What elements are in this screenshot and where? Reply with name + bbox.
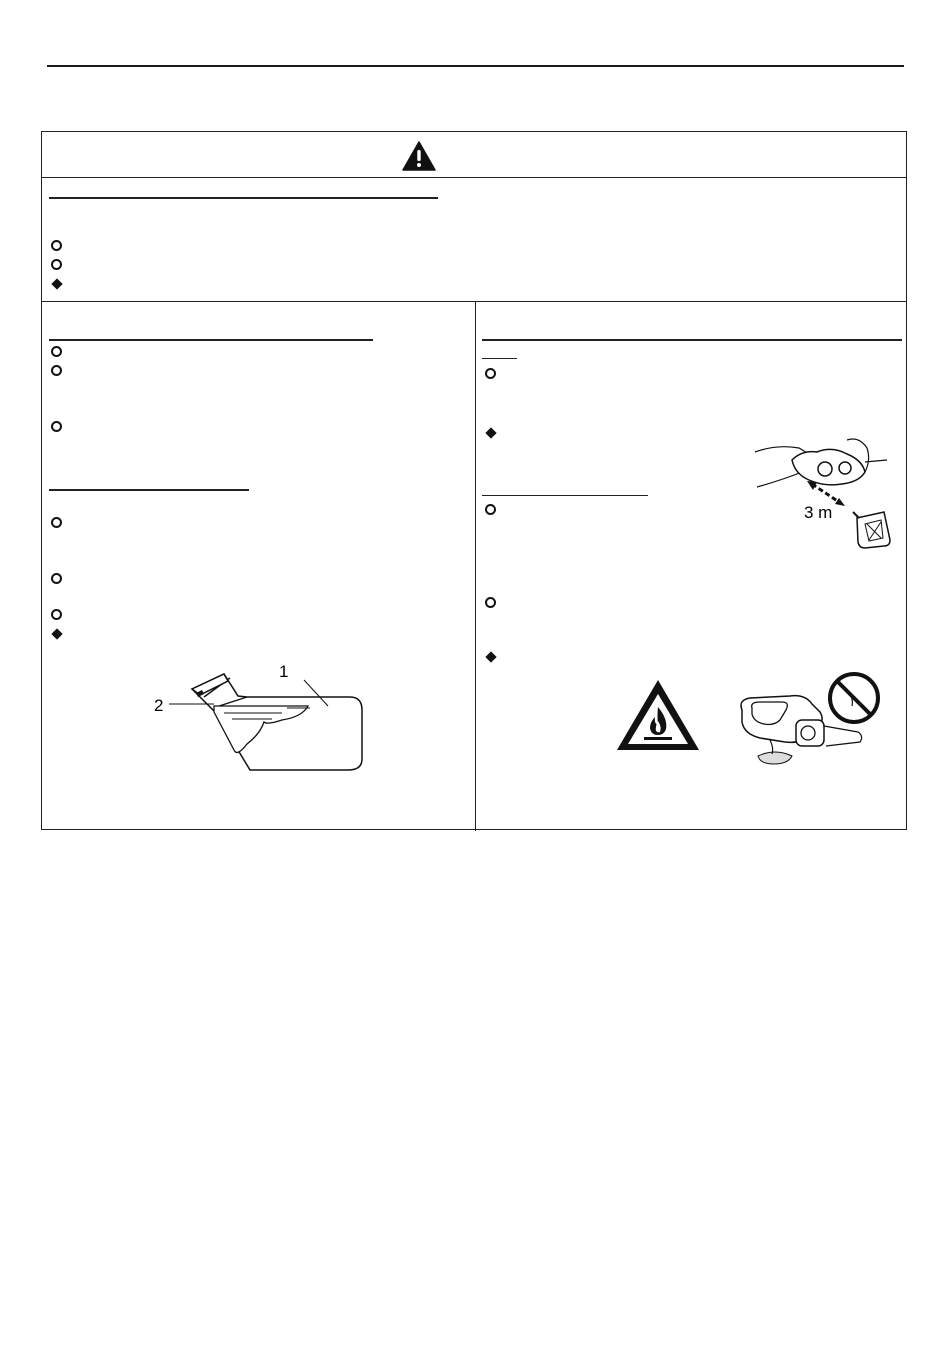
warning-triangle-icon xyxy=(402,141,436,171)
column-divider xyxy=(475,301,476,831)
right-s1-bullet-2 xyxy=(485,427,496,438)
fuel-tank-figure xyxy=(152,662,372,777)
intro-bullet-3 xyxy=(51,278,62,289)
left-s2-bullet-2 xyxy=(51,573,62,584)
fig-callout-1: 1 xyxy=(279,662,289,681)
distance-label: 3 m xyxy=(804,503,833,522)
left-s1-bullet-3 xyxy=(51,421,62,432)
intro-bullet-2 xyxy=(51,259,62,270)
right-section1-heading-line xyxy=(482,339,902,341)
refuel-distance-figure xyxy=(747,432,897,557)
right-s2-bullet-3 xyxy=(485,651,496,662)
left-s1-bullet-2 xyxy=(51,365,62,376)
right-s1-bullet-1 xyxy=(485,368,496,379)
warning-box xyxy=(41,131,907,830)
right-s2-bullet-1 xyxy=(485,504,496,515)
right-s2-bullet-2 xyxy=(485,597,496,608)
left-s2-bullet-1 xyxy=(51,517,62,528)
warning-header xyxy=(42,132,906,178)
left-section2-heading-line xyxy=(49,489,249,491)
right-section2-heading-line xyxy=(482,495,648,496)
fig-callout-2: 2 xyxy=(154,696,164,715)
left-s2-bullet-3 xyxy=(51,609,62,620)
left-s1-bullet-1 xyxy=(51,346,62,357)
intro-section xyxy=(42,177,906,302)
left-section1-heading-line xyxy=(49,339,373,341)
top-rule xyxy=(47,65,904,67)
right-section1-subline xyxy=(482,358,517,359)
intro-heading-line xyxy=(49,197,438,199)
intro-bullet-1 xyxy=(51,240,62,251)
flammable-warning-icon xyxy=(614,677,702,753)
no-spill-icon xyxy=(730,670,890,775)
left-s2-bullet-4 xyxy=(51,628,62,639)
